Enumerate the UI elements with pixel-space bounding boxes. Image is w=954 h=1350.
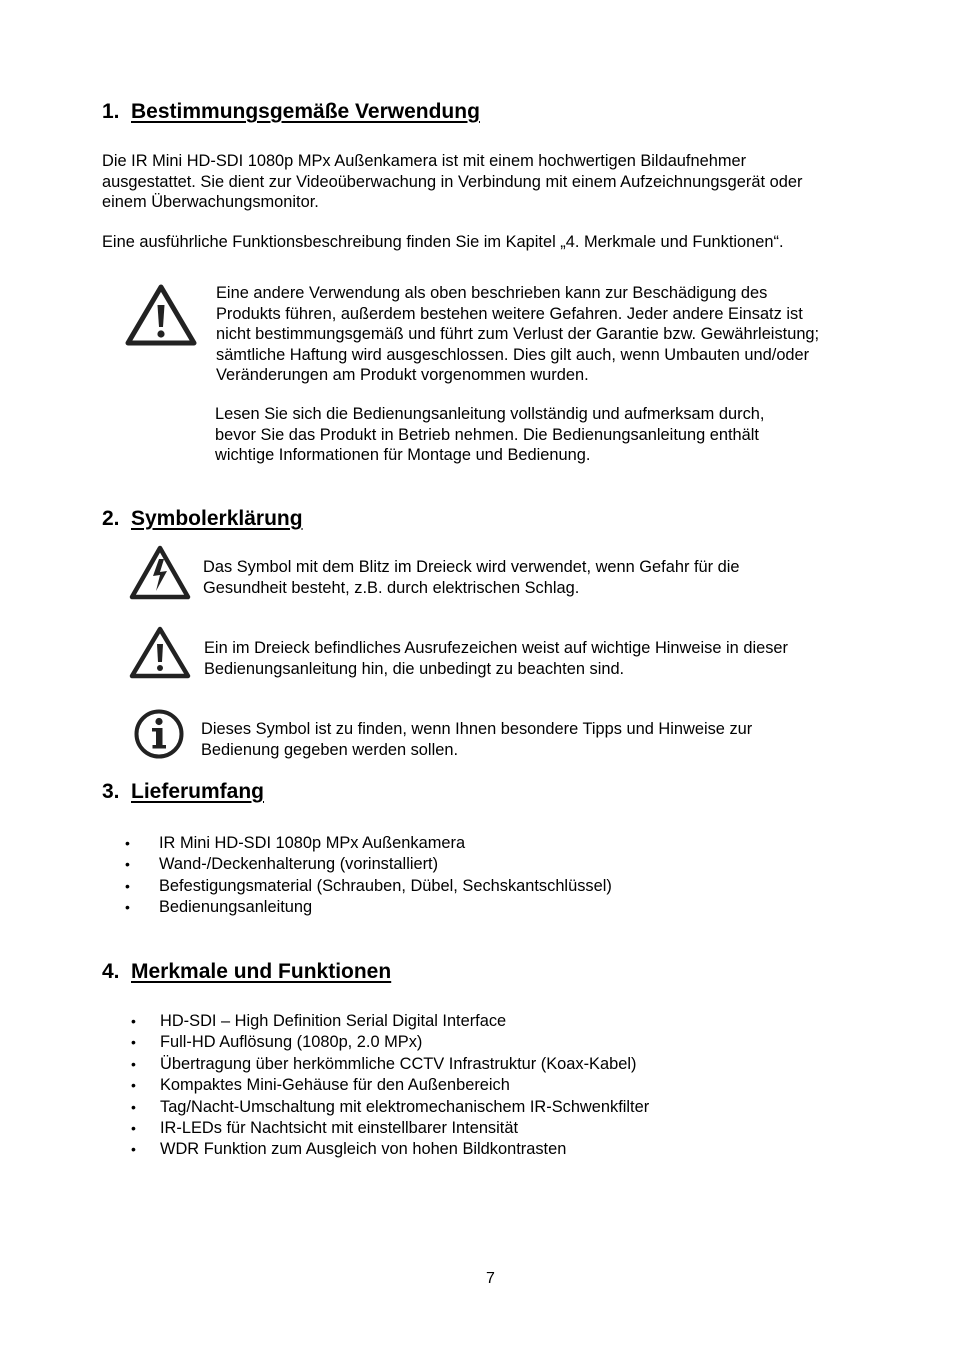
list-item-text: Wand-/Deckenhalterung (vorinstalliert): [159, 855, 439, 874]
section-title: Merkmale und Funktionen: [131, 960, 392, 983]
text-line: ausgestattet. Sie dient zur Videoüberwachung in Verbindung mit einem Aufzeichnungsgerät oder: [102, 172, 803, 191]
section-heading-features: [102, 960, 391, 984]
text-line: sämtliche Haftung wird ausgeschlossen. Dies gilt auch, wenn Umbauten und/oder: [216, 345, 810, 364]
text-line: Lesen Sie sich die Bedienungsanleitung vollständig und aufmerksam durch,: [215, 405, 765, 423]
list-item-text: Kompaktes Mini-Gehäuse für den Außenbereich: [160, 1076, 510, 1095]
intro-paragraph: [102, 151, 802, 213]
text-line: Veränderungen am Produkt vorgenommen wurden.: [216, 366, 589, 385]
info-circle-icon: [133, 708, 185, 760]
section-number: 3.: [102, 780, 120, 803]
lightning-triangle-icon: [129, 545, 191, 601]
list-item: [130, 1054, 649, 1075]
bullet: •: [131, 1013, 136, 1029]
reference-paragraph: Eine ausführliche Funktionsbeschreibung finden Sie im Kapitel „4. Merkmale und Funktionen“.: [102, 233, 784, 251]
text-line: Gesundheit besteht, z.B. durch elektrischen Schlag.: [203, 578, 580, 597]
section-heading-intended-use: [102, 100, 480, 124]
text-line: Produkts führen, außerdem bestehen weitere Gefahren. Jeder andere Einsatz ist: [216, 304, 803, 323]
bullet: •: [131, 1034, 136, 1051]
list-item: [130, 1011, 649, 1032]
list-item: [130, 1118, 649, 1139]
manual-paragraph: [215, 404, 764, 466]
bullet: •: [131, 1141, 136, 1158]
text-line: einem Überwachungsmonitor.: [102, 193, 319, 212]
list-item-text: Full-HD Auflösung (1080p, 2.0 MPx): [160, 1033, 423, 1052]
text-line: nicht bestimmungsgemäß und führt zum Verlust der Garantie bzw. Gewährleistung;: [216, 325, 820, 344]
list-item: [130, 1075, 649, 1096]
text-line: Bedienungsanleitung hin, die unbedingt zu beachten sind.: [204, 659, 625, 678]
text-line: Das Symbol mit dem Blitz im Dreieck wird verwendet, wenn Gefahr für die: [203, 558, 740, 576]
text-line: Die IR Mini HD-SDI 1080p MPx Außenkamera ist mit einem hochwertigen Bildaufnehmer: [102, 152, 747, 170]
bullet: •: [131, 1098, 136, 1115]
section-title: Symbolerklärung: [131, 507, 303, 530]
warning-paragraph: [216, 283, 819, 386]
bullet: •: [125, 835, 130, 851]
page-number: 7: [486, 1270, 495, 1287]
list-item: [124, 897, 612, 918]
bullet: •: [125, 899, 130, 916]
text-line: Eine andere Verwendung als oben beschrieben kann zur Beschädigung des: [216, 284, 768, 302]
bullet: •: [125, 877, 130, 894]
list-item-text: IR Mini HD-SDI 1080p MPx Außenkamera: [159, 834, 466, 852]
bullet: •: [125, 856, 130, 873]
list-item: [130, 1139, 649, 1160]
symbol-description-info: [201, 719, 752, 760]
list-item-text: IR-LEDs für Nachtsicht mit einstellbarer Intensität: [160, 1119, 518, 1138]
list-item: [124, 854, 612, 875]
symbol-description-exclamation: [204, 638, 788, 679]
section-number: 1.: [102, 100, 120, 123]
exclamation-triangle-icon: [129, 626, 191, 680]
list-item-text: Bedienungsanleitung: [159, 898, 313, 917]
text-line: Bedienung gegeben werden sollen.: [201, 740, 458, 759]
list-item: [124, 833, 612, 854]
list-item-text: Übertragung über herkömmliche CCTV Infrastruktur (Koax-Kabel): [160, 1054, 637, 1073]
bullet: •: [131, 1055, 136, 1072]
section-heading-scope-of-delivery: [102, 780, 264, 804]
bullet: •: [131, 1077, 136, 1094]
list-item: [124, 876, 612, 897]
section-title: Bestimmungsgemäße Verwendung: [131, 100, 480, 123]
text-line: wichtige Informationen für Montage und Bedienung.: [215, 446, 591, 465]
symbol-description-lightning: [203, 557, 740, 598]
list-item-text: WDR Funktion zum Ausgleich von hohen Bildkontrasten: [160, 1140, 567, 1159]
list-item: [130, 1032, 649, 1053]
list-item-text: HD-SDI – High Definition Serial Digital Interface: [160, 1012, 507, 1030]
warning-triangle-icon: [124, 283, 198, 347]
section-number: 4.: [102, 960, 120, 983]
section-heading-symbols: [102, 507, 303, 531]
features-list: [130, 1011, 649, 1161]
text-line: bevor Sie das Produkt in Betrieb nehmen. Die Bedienungsanleitung enthält: [215, 425, 759, 444]
bullet: •: [131, 1120, 136, 1137]
list-item: [130, 1097, 649, 1118]
delivery-list: [124, 833, 612, 919]
list-item-text: Tag/Nacht-Umschaltung mit elektromechanischem IR-Schwenkfilter: [160, 1097, 650, 1116]
section-number: 2.: [102, 507, 120, 530]
text-line: Ein im Dreieck befindliches Ausrufezeichen weist auf wichtige Hinweise in dieser: [204, 639, 788, 657]
list-item-text: Befestigungsmaterial (Schrauben, Dübel, Sechskantschlüssel): [159, 876, 612, 895]
section-title: Lieferumfang: [131, 780, 265, 803]
text-line: Dieses Symbol ist zu finden, wenn Ihnen besondere Tipps und Hinweise zur: [201, 720, 753, 738]
